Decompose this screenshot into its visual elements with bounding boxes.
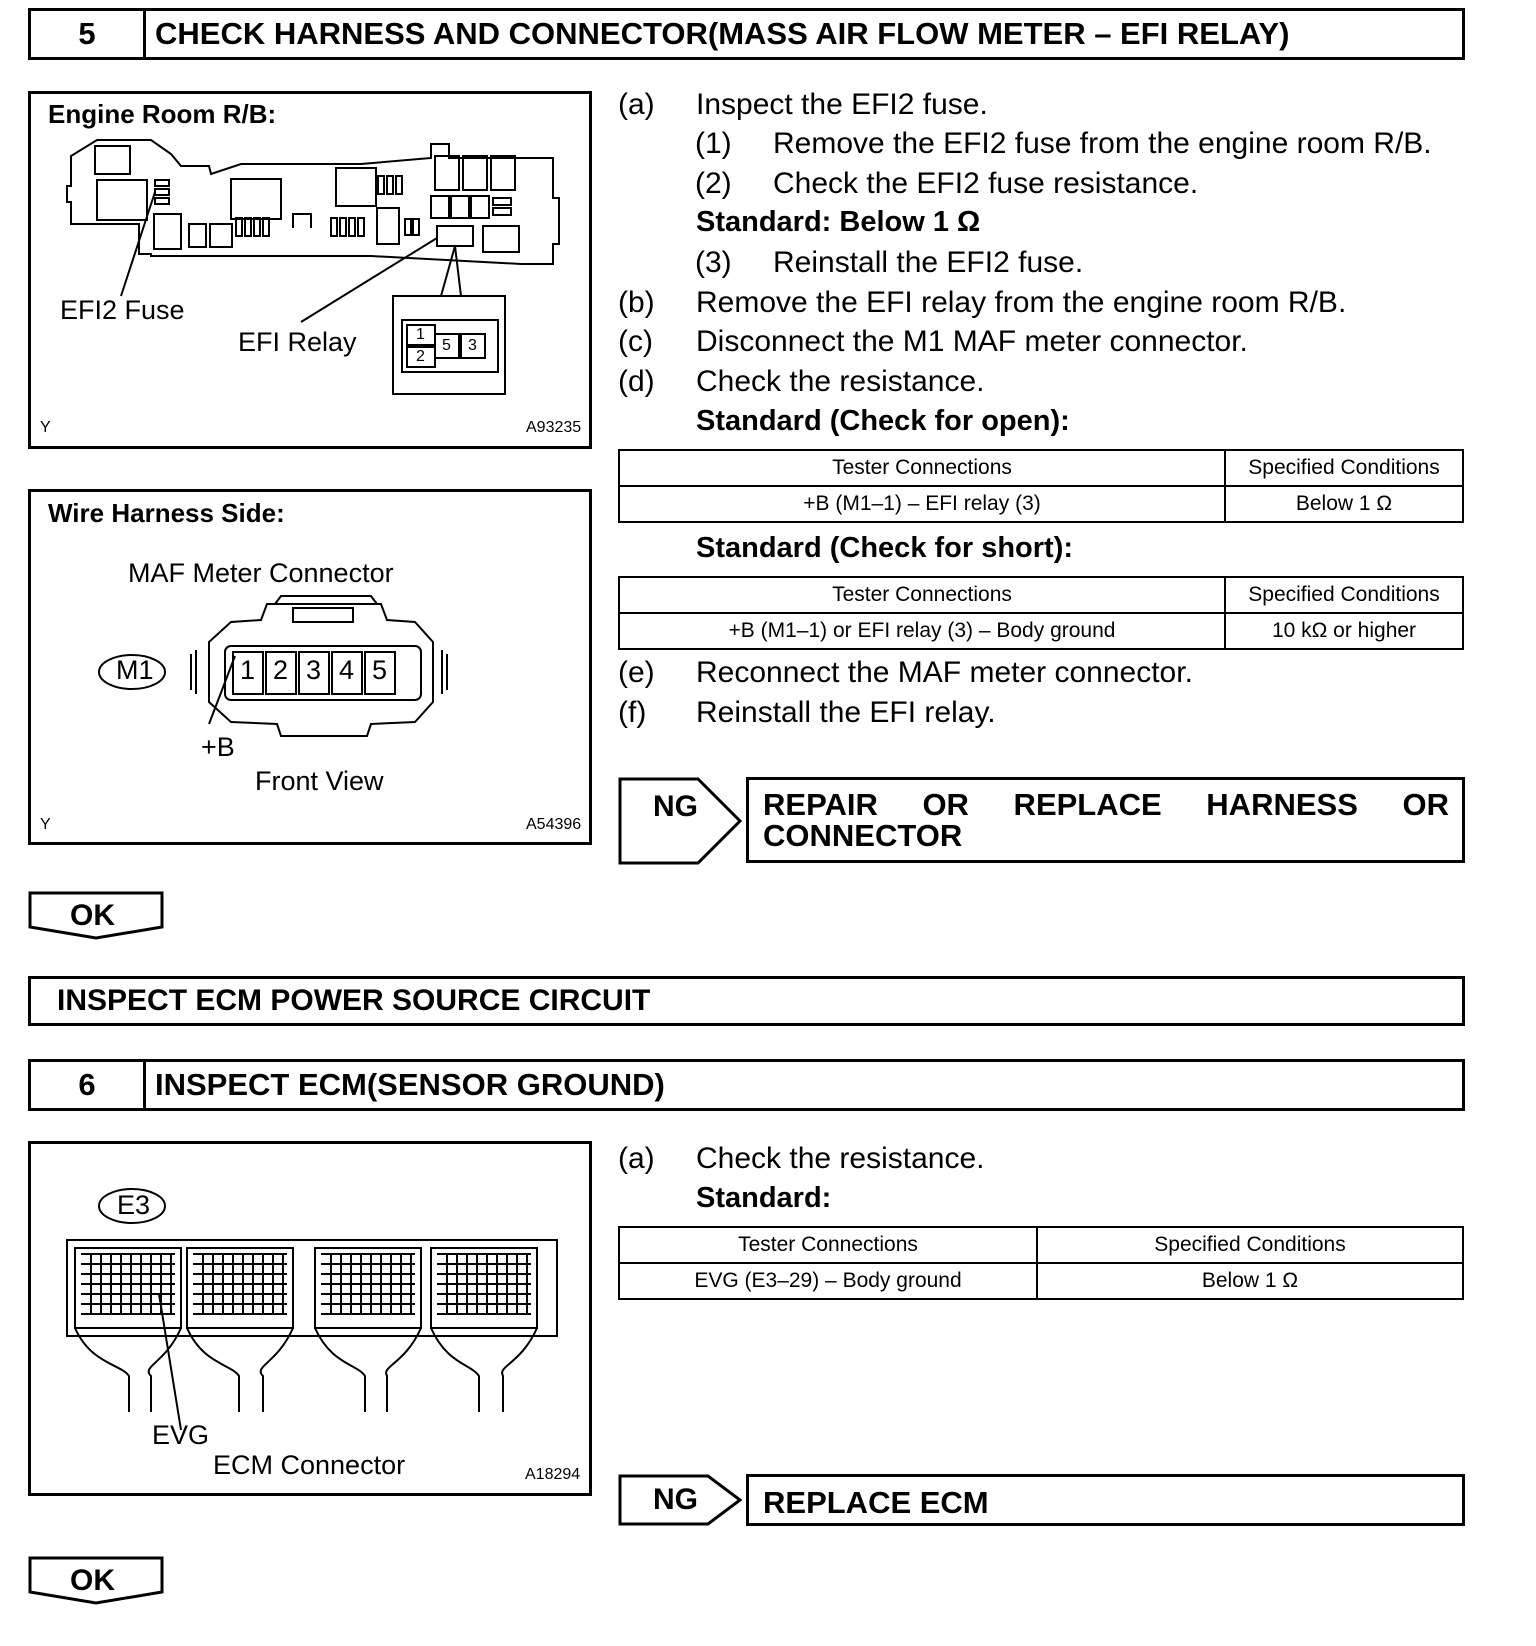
inspect-ecm-power-title: INSPECT ECM POWER SOURCE CIRCUIT	[57, 984, 651, 1017]
step-marker: (c)	[618, 325, 653, 358]
step-text: Check the resistance.	[696, 1142, 985, 1175]
relay-block-drawing	[31, 94, 589, 446]
step6-header	[28, 1059, 1465, 1111]
fig2-heading: Wire Harness Side:	[48, 498, 285, 528]
fig1-code: A93235	[526, 419, 582, 436]
fig3-code: A18294	[525, 1466, 581, 1483]
maf-pin-2: 2	[273, 655, 289, 685]
table-header: Specified Conditions	[1037, 1227, 1463, 1263]
step-marker: (e)	[618, 656, 655, 689]
step6-standard: Standard:	[696, 1182, 832, 1214]
step-text: Reconnect the MAF meter connector.	[696, 656, 1193, 689]
ecm-connector-drawing	[31, 1144, 589, 1493]
table-cell: EVG (E3–29) – Body ground	[619, 1263, 1037, 1299]
table-cell: 10 kΩ or higher	[1225, 613, 1463, 649]
ecm-connector-figure	[28, 1141, 592, 1496]
step-text: Reinstall the EFI2 fuse.	[773, 246, 1084, 279]
step6-number: 6	[31, 1062, 146, 1108]
maf-pin-5: 5	[372, 655, 388, 685]
open-check-standard: Standard (Check for open):	[696, 405, 1070, 437]
wire-harness-figure	[28, 489, 592, 845]
maf-connector-title: MAF Meter Connector	[128, 558, 394, 588]
step-text: Check the EFI2 fuse resistance.	[773, 167, 1199, 200]
table-cell: Below 1 Ω	[1225, 486, 1463, 522]
table-cell: +B (M1–1) or EFI relay (3) – Body ground	[619, 613, 1225, 649]
inspect-ecm-power-bar	[28, 976, 1465, 1026]
step-text: Remove the EFI relay from the engine room R/B.	[696, 286, 1347, 319]
step-text: Inspect the EFI2 fuse.	[696, 88, 988, 121]
step5-ng-label: NG	[653, 790, 698, 823]
fig1-heading: Engine Room R/B:	[48, 99, 277, 129]
step5-a-standard: Standard: Below 1 Ω	[696, 206, 981, 238]
table-header: Specified Conditions	[1225, 450, 1463, 486]
step-marker: (a)	[618, 1142, 655, 1175]
step5-ok-label: OK	[70, 899, 115, 932]
front-view-label: Front View	[255, 766, 384, 796]
table-header: Tester Connections	[619, 450, 1225, 486]
fig1-corner-letter: Y	[40, 419, 51, 436]
step-marker: (d)	[618, 365, 655, 398]
table-header: Specified Conditions	[1225, 577, 1463, 613]
step-marker: (f)	[618, 696, 647, 729]
open-check-table	[618, 449, 1464, 523]
step5-title: CHECK HARNESS AND CONNECTOR(MASS AIR FLOW METER – EFI RELAY)	[155, 16, 1290, 51]
step-text: Reinstall the EFI relay.	[696, 696, 996, 729]
table-header: Tester Connections	[619, 577, 1225, 613]
step6-ng-label: NG	[653, 1483, 698, 1516]
step5-number: 5	[31, 11, 146, 57]
table-cell: Below 1 Ω	[1037, 1263, 1463, 1299]
step6-ng-result: REPLACE ECM	[763, 1485, 989, 1520]
evg-pin-label: EVG	[152, 1420, 210, 1450]
plus-b-pin-label: +B	[201, 732, 235, 762]
maf-connector-id: M1	[116, 655, 154, 685]
fig2-corner-letter: Y	[40, 816, 51, 833]
step5-ng-result-box	[746, 777, 1465, 863]
maf-pin-1: 1	[240, 655, 256, 685]
relay-pin-5: 5	[442, 337, 451, 354]
relay-pin-1: 1	[416, 326, 425, 343]
step-marker: (3)	[695, 246, 732, 279]
step-marker: (2)	[695, 167, 732, 200]
ecm-connector-id: E3	[117, 1190, 151, 1220]
relay-pin-3: 3	[468, 337, 477, 354]
step6-title: INSPECT ECM(SENSOR GROUND)	[155, 1067, 665, 1102]
step6-ng-result-box	[746, 1474, 1465, 1526]
efi2-fuse-label: EFI2 Fuse	[60, 295, 185, 325]
maf-pin-4: 4	[339, 655, 355, 685]
table-cell: +B (M1–1) – EFI relay (3)	[619, 486, 1225, 522]
step5-ng-result-line1: REPAIR OR REPLACE HARNESS OR	[763, 787, 1449, 822]
engine-room-rb-figure	[28, 91, 592, 449]
table-header: Tester Connections	[619, 1227, 1037, 1263]
relay-pin-2: 2	[416, 348, 425, 365]
short-check-standard: Standard (Check for short):	[696, 532, 1074, 564]
step5-header	[28, 8, 1465, 60]
ecm-check-table	[618, 1226, 1464, 1300]
step-text: Check the resistance.	[696, 365, 985, 398]
step-text: Disconnect the M1 MAF meter connector.	[696, 325, 1248, 358]
step6-ok-label: OK	[70, 1564, 115, 1597]
step-marker: (b)	[618, 286, 655, 319]
step-marker: (a)	[618, 88, 655, 121]
step5-ng-result-line2: CONNECTOR	[763, 818, 963, 853]
maf-pin-3: 3	[306, 655, 322, 685]
ecm-connector-label: ECM Connector	[213, 1450, 406, 1480]
efi-relay-label: EFI Relay	[238, 327, 357, 357]
short-check-table	[618, 576, 1464, 650]
fig2-code: A54396	[526, 816, 582, 833]
step-marker: (1)	[695, 127, 732, 160]
step-text: Remove the EFI2 fuse from the engine room R/B.	[773, 127, 1432, 160]
